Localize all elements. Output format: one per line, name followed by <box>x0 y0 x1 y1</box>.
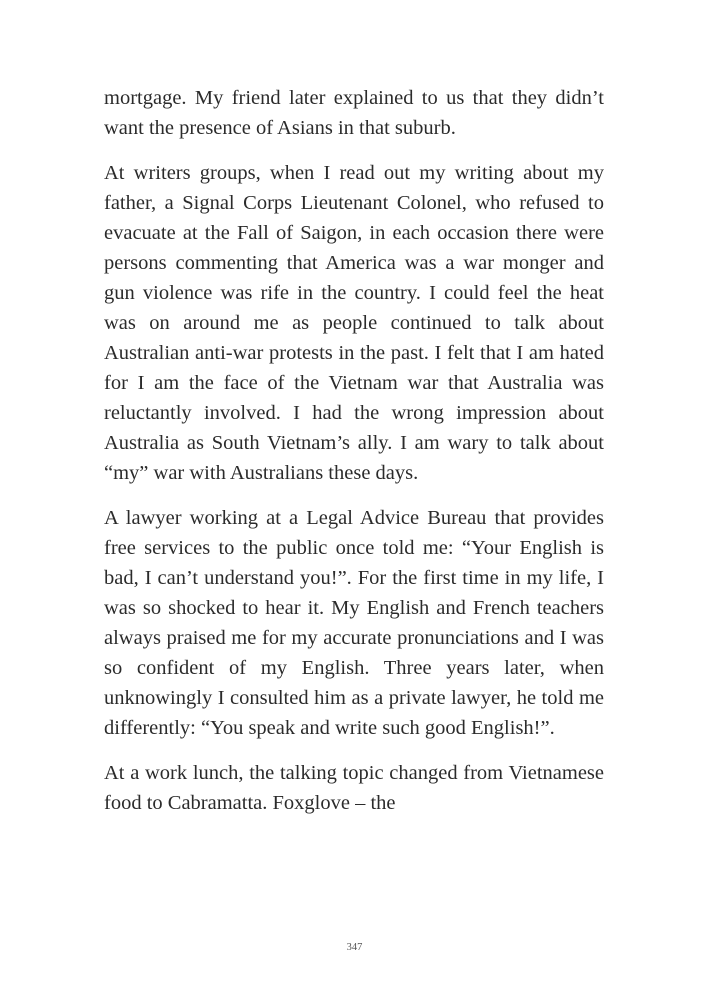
paragraph-work-lunch: At a work lunch, the talking topic changed from Vietnamese food to Cabramatta. Foxglove – the <box>104 762 604 814</box>
paragraph-writers-groups: At writers groups, when I read out my writing about my father, a Signal Corps Lieutenant Colonel, who refused to evacuate at the Fall of Saigon, in each occasion there were persons commenting that America was a war monger and gun violence was rife in the country. I could feel the heat was on around me as people continued to talk about Australian anti-war protests in the past. I felt that I am hated for I am the face of the Vietnam war that Australia was reluctantly involved. I had the wrong impression about Australia as South Vietnam’s ally. I am wary to talk about “my” war with Australians these days. <box>104 162 604 484</box>
page-number: 347 <box>346 942 363 953</box>
paragraph-mortgage: mortgage. My friend later explained to us that they didn’t want the presence of Asians in that suburb. <box>104 87 604 139</box>
page-body <box>104 83 604 833</box>
paragraph-lawyer: A lawyer working at a Legal Advice Bureau that provides free services to the public once told me: “Your English is bad, I can’t understand you!”. For the first time in my life, I was so shocked to hear it. My English and French teachers always praised me for my accurate pronunciations and I was so confident of my English. Three years later, when unknowingly I consulted him as a private lawyer, he told me differently: “You speak and write such good English!”. <box>104 507 604 739</box>
